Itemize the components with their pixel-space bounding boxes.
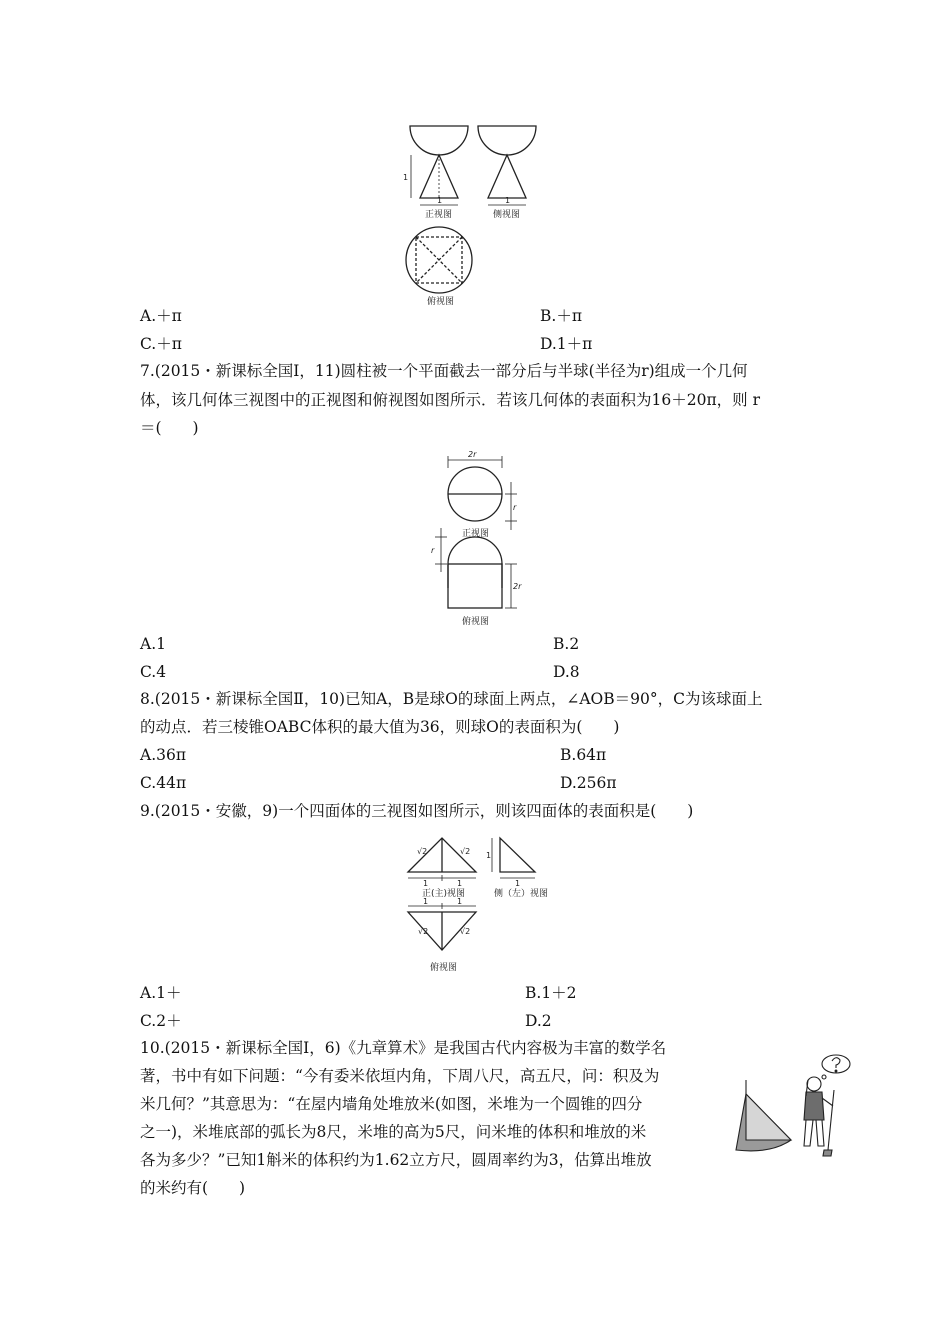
q7-option-d: D.8 bbox=[553, 663, 580, 681]
q8-option-d: D.256π bbox=[560, 774, 617, 792]
q6-three-view-figure bbox=[395, 120, 575, 307]
q9-option-d: D.2 bbox=[525, 1012, 552, 1030]
q9-text-line: 9.(2015・安徽，9)一个四面体的三视图如图所示，则该四面体的表面积是( ) bbox=[140, 802, 694, 820]
q8-text-line-1: 8.(2015・新课标全国Ⅱ，10)已知A，B是球O的球面上两点，∠AOB＝90°，C为该球面上 bbox=[140, 690, 763, 708]
q9-one-top-a: 1 bbox=[423, 897, 429, 906]
q6-dim-front-width: 1 bbox=[437, 196, 443, 205]
q9-one-side-h: 1 bbox=[486, 851, 492, 860]
q7-three-view-figure bbox=[425, 448, 535, 628]
q6-front-caption: 正视图 bbox=[425, 210, 453, 220]
q10-text-line-6: 的米约有( ) bbox=[140, 1179, 246, 1197]
q10-text-line-4: 之一)，米堆底部的弧长为8尺，米堆的高为5尺，问米堆的体积和堆放的米 bbox=[140, 1123, 647, 1141]
q9-sqrt2-top-right: √2 bbox=[460, 927, 471, 936]
q10-text-line-2: 著，书中有如下问题：“今有委米依垣内角，下周八尺，高五尺，问：积及为 bbox=[140, 1067, 660, 1085]
q9-top-caption: 俯视图 bbox=[430, 963, 458, 973]
q6-top-caption: 俯视图 bbox=[427, 297, 455, 307]
q7-dim-r-right: r bbox=[513, 503, 517, 512]
q9-option-c: C.2＋ bbox=[140, 1012, 182, 1030]
q7-dim-top: 2r bbox=[468, 450, 477, 459]
q9-one-front-b: 1 bbox=[457, 879, 463, 888]
q6-side-caption: 侧视图 bbox=[493, 210, 521, 220]
q9-option-a: A.1＋ bbox=[140, 984, 182, 1002]
q7-option-c: C.4 bbox=[140, 663, 167, 681]
q7-option-a: A.1 bbox=[140, 635, 166, 653]
q9-three-view-figure bbox=[400, 832, 560, 977]
q6-dim-height: 1 bbox=[403, 173, 409, 182]
q7-option-b: B.2 bbox=[553, 635, 580, 653]
q7-text-line-1: 7.(2015・新课标全国Ⅰ，11)圆柱被一个平面截去一部分后与半球(半径为r)组成一个几何 bbox=[140, 362, 748, 380]
q8-option-c: C.44π bbox=[140, 774, 187, 792]
q6-option-c: C.＋π bbox=[140, 335, 182, 353]
q9-one-side-w: 1 bbox=[515, 879, 521, 888]
q9-sqrt2-front-left: √2 bbox=[417, 847, 428, 856]
q8-option-b: B.64π bbox=[560, 746, 607, 764]
q9-front-caption: 正(主)视图 bbox=[422, 889, 466, 899]
q10-text-line-1: 10.(2015・新课标全国Ⅰ，6)《九章算术》是我国古代内容极为丰富的数学名 bbox=[140, 1039, 667, 1057]
q9-sqrt2-front-right: √2 bbox=[460, 847, 471, 856]
q7-text-line-2: 体，该几何体三视图中的正视图和俯视图如图所示．若该几何体的表面积为16＋20π，则 r bbox=[140, 391, 760, 409]
q10-rice-pile-illustration bbox=[736, 1050, 856, 1160]
q8-text-line-2: 的动点．若三棱锥OABC体积的最大值为36，则球O的表面积为( ) bbox=[140, 718, 620, 736]
q8-option-a: A.36π bbox=[140, 746, 187, 764]
q7-front-caption: 正视图 bbox=[462, 529, 490, 539]
q7-dim-2r-right: 2r bbox=[513, 582, 522, 591]
q6-option-b: B.＋π bbox=[540, 307, 583, 325]
q9-one-front-a: 1 bbox=[423, 879, 429, 888]
q6-option-d: D.1＋π bbox=[540, 335, 593, 353]
q9-option-b: B.1＋2 bbox=[525, 984, 577, 1002]
q6-dim-side-width: 1 bbox=[505, 196, 511, 205]
q7-top-caption: 俯视图 bbox=[462, 617, 490, 627]
q10-text-line-3: 米几何？”其意思为：“在屋内墙角处堆放米(如图，米堆为一个圆锥的四分 bbox=[140, 1095, 643, 1113]
q9-sqrt2-top-left: √2 bbox=[418, 927, 429, 936]
q9-one-top-b: 1 bbox=[457, 897, 463, 906]
q10-text-line-5: 各为多少？”已知1斛米的体积约为1.62立方尺，圆周率约为3，估算出堆放 bbox=[140, 1151, 652, 1169]
q6-option-a: A.＋π bbox=[140, 307, 182, 325]
q7-dim-r-left: r bbox=[431, 546, 435, 555]
q9-side-caption: 侧（左）视图 bbox=[494, 889, 549, 899]
q7-text-line-3: ＝( ) bbox=[140, 419, 199, 437]
